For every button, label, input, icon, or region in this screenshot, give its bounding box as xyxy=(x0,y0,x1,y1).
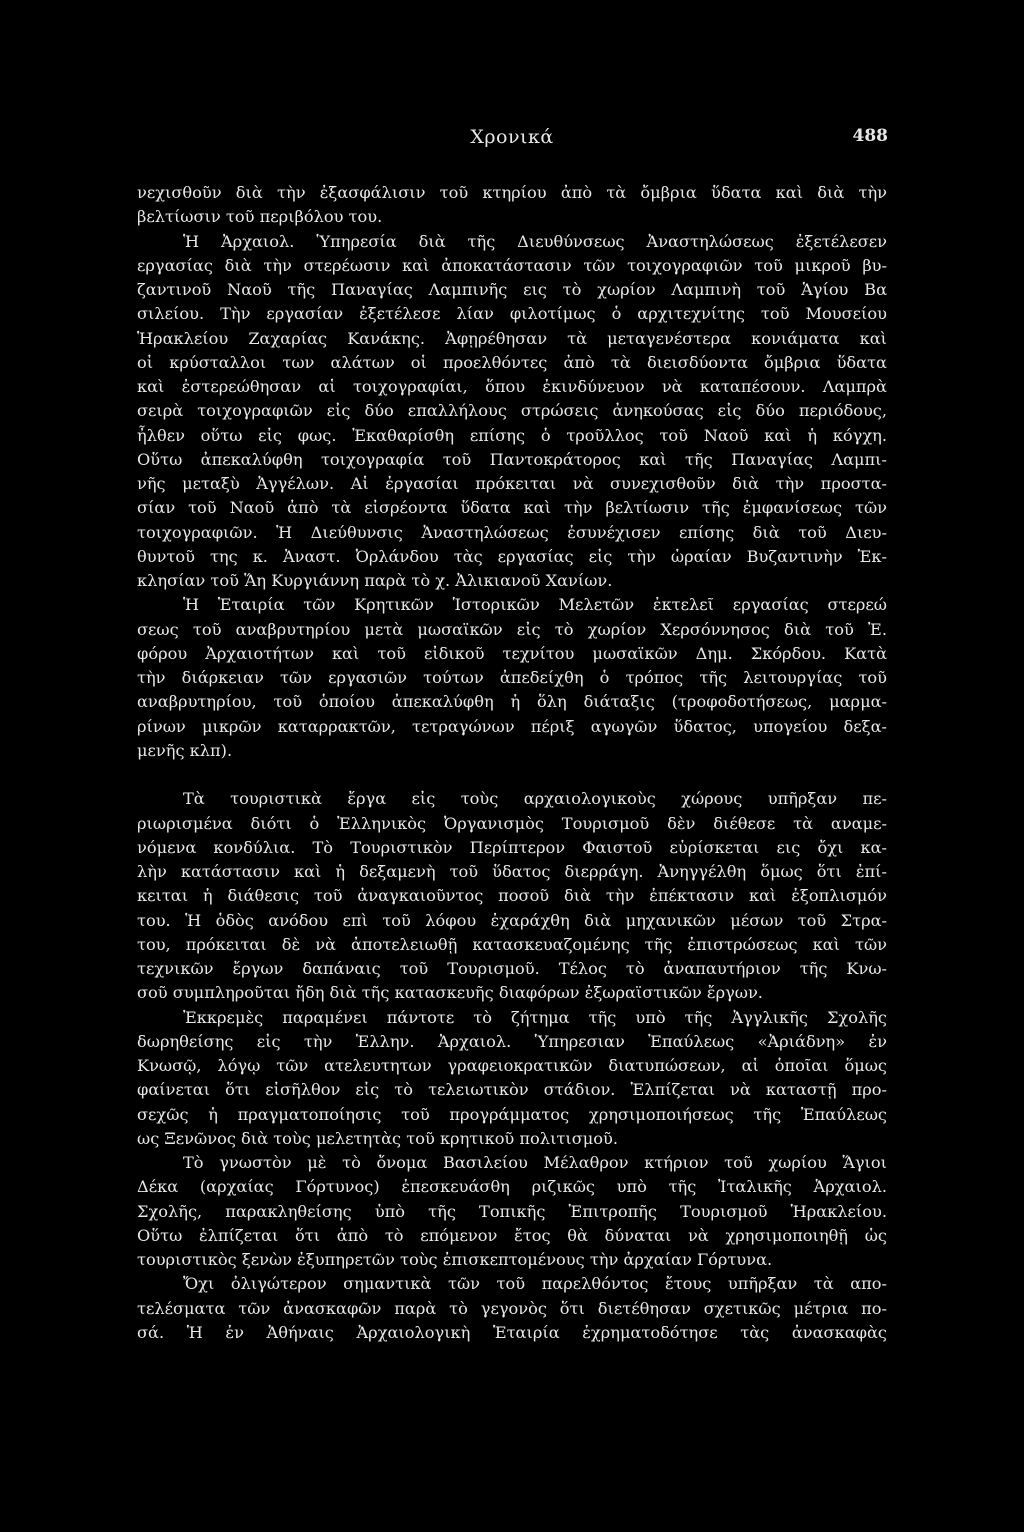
text-line: Δέκα (αρχαίας Γόρτυνος) ἐπεσκευάσθη ριζικῶς υπὸ τῆς Ἰταλικῆς Ἀρχαιολ. xyxy=(137,1177,887,1197)
page-header xyxy=(0,126,1024,152)
text-line: Ὄχι ὀλιγώτερον σημαντικὰ τῶν τοῦ παρελθόντος ἔτους υπῆρξαν τὰ απο- xyxy=(183,1274,887,1294)
text-line: αναβρυτηρίου, τοῦ ὁποίου ἀπεκαλύφθη ἡ ὅλη διάταξις (τροφοδοτήσεως, μαρμα- xyxy=(137,692,887,712)
text-line: ριωρισμένα διότι ὁ Ἑλληνικὸς Ὀργανισμὸς Τουρισμοῦ δὲν διέθεσε τὰ αναμε- xyxy=(137,813,887,833)
text-line: βελτίωσιν τοῦ περιβόλου του. xyxy=(137,207,383,227)
text-line: σά. Ἡ ἐν Ἀθήναις Ἀρχαιολογικὴ Ἑταιρία ἐχρηματοδότησε τὰς ἀνασκαφὰς xyxy=(137,1322,887,1342)
text-line: νεχισθοῦν διὰ τὴν ἐξασφάλισιν τοῦ κτηρίου ἀπὸ τὰ ὄμβρια ὕδατα καὶ διὰ τὴν xyxy=(137,183,887,202)
text-line: Κνωσῷ, λόγῳ τῶν ατελευτητων γραφειοκρατικῶν διατυπώσεων, αἱ ὁποῖαι ὅμως xyxy=(137,1056,887,1075)
text-line: εργασίας διὰ τὴν στερέωσιν καὶ ἀποκατάστασιν τῶν τοιχογραφιῶν τοῦ μικροῦ βυ- xyxy=(137,255,887,275)
text-line: καὶ ἐστερεώθησαν αἱ τοιχογραφίαι, ὅπου ἐκινδύνευον νὰ καταπέσουν. Λαμπρὰ xyxy=(137,377,887,396)
text-line: λὴν κατάστασιν καὶ ἡ δεξαμενὴ τοῦ ὕδατος διερράγη. Ἀνηγγέλθη ὅμως ὅτι ἐπί- xyxy=(137,862,887,881)
text-line: τελέσματα τῶν ἀνασκαφῶν παρὰ τὸ γεγονὸς ὅτι διετέθησαν σχετικῶς μέτρια πο- xyxy=(137,1298,887,1318)
text-line: νόμενα κονδύλια. Τὸ Τουριστικὸν Περίπτερον Φαιστοῦ εὑρίσκεται εις ὄχι κα- xyxy=(137,837,887,857)
text-line: τὴν διάρκειαν τῶν εργασιῶν τούτων ἀπεδείχθη ὁ τρόπος τῆς λειτουργίας τοῦ xyxy=(137,668,887,687)
text-line: μενῆς κλπ). xyxy=(137,740,233,760)
text-line: Οὕτω ἐλπίζεται ὅτι ἀπὸ τὸ επόμενον ἔτος θὰ δύναται νὰ χρησιμοποιηθῇ ὡς xyxy=(137,1225,887,1245)
text-line: τοιχογραφιῶν. Ἡ Διεύθυνσις Ἀναστηλώσεως ἐσυνέχισεν επίσης διὰ τοῦ Διευ- xyxy=(137,522,887,542)
text-line: του. Ἡ ὁδὸς ανόδου επὶ τοῦ λόφου ἐχαράχθη διὰ μηχανικῶν μέσων τοῦ Στρα- xyxy=(137,910,887,930)
text-line: κειται ἡ διάθεσις τοῦ ἀναγκαιοῦντος ποσοῦ διὰ τὴν ἐπέκτασιν καὶ ἐξοπλισμόν xyxy=(137,886,887,906)
text-line: θυντοῦ της κ. Ἀναστ. Ὀρλάνδου τὰς εργασίας εἰς τὴν ὡραίαν Βυζαντινὴν Ἐκ- xyxy=(137,546,887,566)
text-line: Ἐκκρεμὲς παραμένει πάντοτε τὸ ζήτημα τῆς υπὸ τῆς Ἀγγλικῆς Σχολῆς xyxy=(183,1007,887,1027)
text-line: σίαν τοῦ Ναοῦ ἀπὸ τὰ εἰσρέοντα ὕδατα καὶ τὴν βελτίωσιν τῆς ἐμφανίσεως τῶν xyxy=(137,498,887,518)
text-line: Τὸ γνωστὸν μὲ τὸ ὄνομα Βασιλείου Μέλαθρον κτήριον τοῦ χωρίου Ἅγιοι xyxy=(183,1153,887,1172)
text-line: σεως τοῦ αναβρυτηρίου μετὰ μωσαϊκῶν εἰς τὸ χωρίον Χερσόννησος διὰ τοῦ Ἐ. xyxy=(137,619,887,639)
text-line: ζαντινοῦ Ναοῦ τῆς Παναγίας Λαμπινῆς εις τὸ χωρίον Λαμπινὴ τοῦ Ἁγίου Βα xyxy=(137,280,887,299)
text-line: τεχνικῶν ἔργων δαπάναις τοῦ Τουρισμοῦ. Τέλος τὸ ἀναπαυτήριον τῆς Κνω- xyxy=(137,959,887,978)
text-line: τουριστικὸς ξενὼν ἐξυπηρετῶν τοὺς ἐπισκεπτομένους τὴν ἀρχαίαν Γόρτυνα. xyxy=(137,1250,773,1269)
text-line: σεχῶς ἡ πραγματοποίησις τοῦ προγράμματος χρησιμοποιήσεως τῆς Ἐπαύλεως xyxy=(137,1104,887,1124)
text-line: ρίνων μικρῶν καταρρακτῶν, τετραγώνων πέριξ αγωγῶν ὕδατος, υπογείου δεξα- xyxy=(137,716,887,736)
text-line: ως Ξενῶνος διὰ τοὺς μελετητὰς τοῦ κρητικοῦ πολιτισμοῦ. xyxy=(137,1128,619,1148)
text-line: Ἡρακλείου Ζαχαρίας Κανάκης. Ἀφῃρέθησαν τὰ μεταγενέστερα κονιάματα καὶ xyxy=(137,328,887,348)
text-line: Οὕτω ἀπεκαλύφθη τοιχογραφία τοῦ Παντοκράτορος καὶ τῆς Παναγίας Λαμπι- xyxy=(137,449,887,469)
text-line: σειρὰ τοιχογραφιῶν εἰς δύο επαλλήλους στρώσεις ἀνηκούσας εἰς δύο περιόδους, xyxy=(137,401,887,421)
text-line xyxy=(137,763,887,787)
text-line: φαίνεται ὅτι εἰσῆλθον εἰς τὸ τελειωτικὸν στάδιον. Ἐλπίζεται νὰ καταστῇ προ- xyxy=(137,1080,887,1100)
text-line: οἱ κρύσταλλοι των αλάτων οἱ προελθόντες ἀπὸ τὰ διεισδύοντα ὄμβρια ὕδατα xyxy=(137,352,887,372)
text-line: ἦλθεν οὕτω εἰς φως. Ἐκαθαρίσθη επίσης ὁ τροῦλλος τοῦ Ναοῦ καὶ ἡ κόγχη. xyxy=(137,425,887,445)
text-line: δωρηθείσης εἰς τὴν Ἑλλην. Ἀρχαιολ. Ὑπηρεσιαν Ἐπαύλεως «Ἀριάδνη» ἐν xyxy=(137,1031,887,1051)
text-line: σοῦ συμπληροῦται ἤδη διὰ τῆς κατασκευῆς διαφόρων ἐξωραϊστικῶν ἔργων. xyxy=(137,983,763,1003)
text-line: Τὰ τουριστικὰ ἔργα εἰς τοὺς αρχαιολογικοὺς χώρους υπῆρξαν πε- xyxy=(183,789,887,809)
body-text xyxy=(137,181,887,1345)
text-line: φόρου Ἀρχαιοτήτων καὶ τοῦ εἰδικοῦ τεχνίτου μωσαϊκῶν Δημ. Σκόρδου. Κατὰ xyxy=(137,643,887,663)
text-line: Ἡ Ἑταιρία τῶν Κρητικῶν Ἱστορικῶν Μελετῶν ἐκτελεῖ εργασίας στερεώ xyxy=(183,595,887,615)
text-line: κλησίαν τοῦ Ἅη Κυργιάννη παρὰ τὸ χ. Ἀλικιανοῦ Χανίων. xyxy=(137,571,613,590)
running-title: Χρονικά xyxy=(470,126,554,148)
text-line: του, πρόκειται δὲ νὰ ἀποτελειωθῇ κατασκευαζομένης τῆς ἐπιστρώσεως καὶ τῶν xyxy=(137,934,887,954)
text-line: Σχολῆς, παρακληθείσης ὑπὸ τῆς Τοπικῆς Ἐπιτροπῆς Τουρισμοῦ Ἡρακλείου. xyxy=(137,1201,887,1221)
text-line: νῆς μεταξὺ Ἀγγέλων. Αἱ ἐργασίαι πρόκειται νὰ συνεχισθοῦν διὰ τὴν προστα- xyxy=(137,474,887,493)
text-line: σιλείου. Τὴν εργασίαν ἐξετέλεσε λίαν φιλοτίμως ὁ αρχιτεχνίτης τοῦ Μουσείου xyxy=(137,304,887,324)
page-number: 488 xyxy=(852,126,888,146)
text-line: Ἡ Ἀρχαιολ. Ὑπηρεσία διὰ τῆς Διευθύνσεως Ἀναστηλώσεως ἐξετέλεσεν xyxy=(183,231,887,251)
